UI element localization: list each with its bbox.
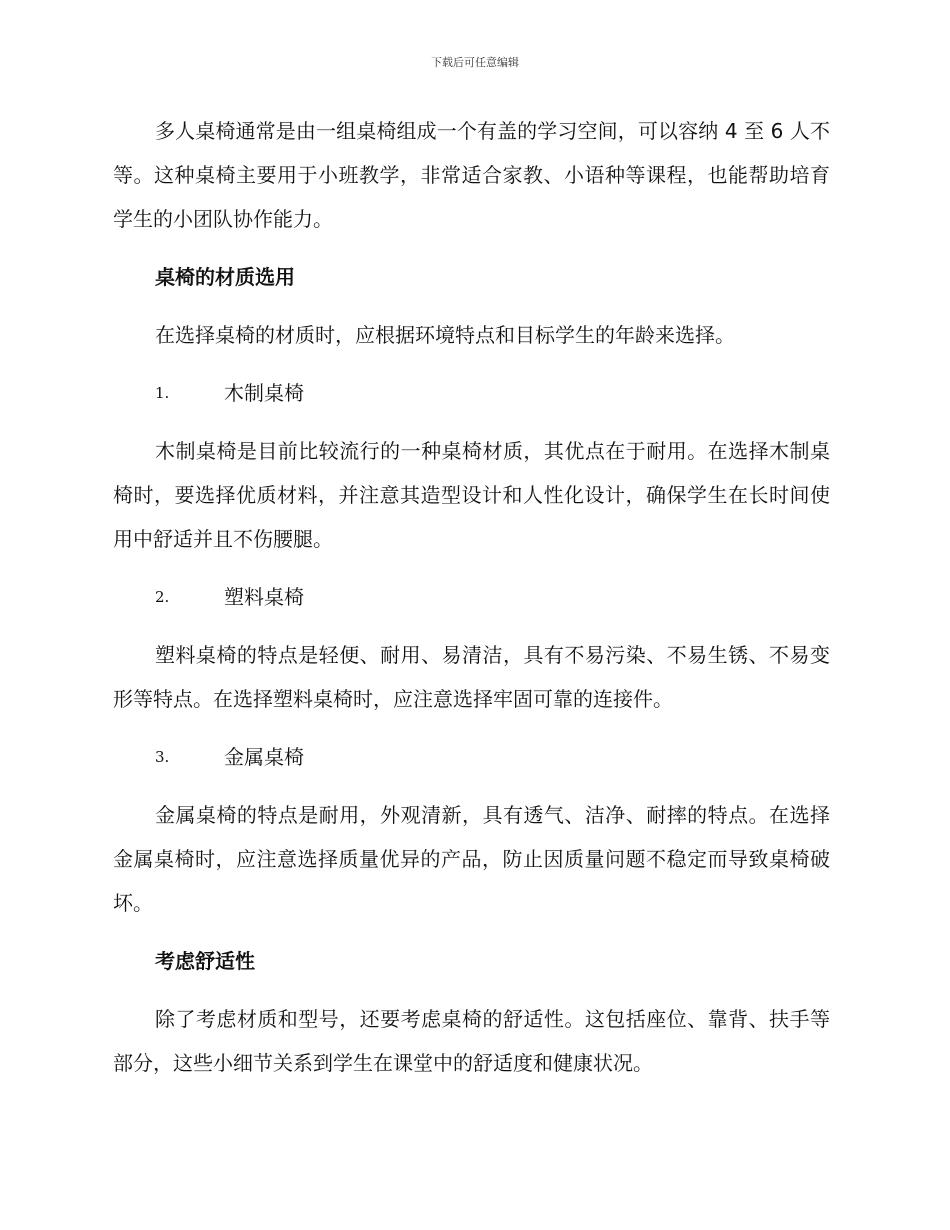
list-number: 3. — [155, 748, 170, 766]
paragraph-multi-person-desks: 多人桌椅通常是由一组桌椅组成一个有盖的学习空间，可以容纳 4 至 6 人不等。这种桌椅主要用于小班教学，非常适合家教、小语种等课程，也能帮助培育学生的小团队协作能力。 — [113, 119, 830, 231]
section-heading-comfort: 考虑舒适性 — [155, 949, 255, 973]
section-heading-materials: 桌椅的材质选用 — [155, 265, 295, 289]
list-label: 木制桌椅 — [224, 381, 304, 405]
paragraph-plastic-desks: 塑料桌椅的特点是轻便、耐用、易清洁，具有不易污染、不易生锈、不易变形等特点。在选择塑料桌椅时，应注意选择牢固可靠的连接件。 — [113, 643, 830, 711]
list-label: 金属桌椅 — [224, 745, 304, 769]
list-item-plastic — [113, 575, 830, 619]
list-label: 塑料桌椅 — [224, 585, 304, 609]
list-item-wood — [113, 371, 830, 415]
list-number: 2. — [155, 588, 170, 606]
list-number: 1. — [155, 384, 170, 402]
paragraph-metal-desks: 金属桌椅的特点是耐用，外观清新，具有透气、洁净、耐摔的特点。在选择金属桌椅时，应注意选择质量优异的产品，防止因质量问题不稳定而导致桌椅破坏。 — [113, 803, 830, 915]
document-body — [113, 109, 830, 1099]
paragraph-wood-desks: 木制桌椅是目前比较流行的一种桌椅材质，其优点在于耐用。在选择木制桌椅时，要选择优质材料，并注意其造型设计和人性化设计，确保学生在长时间使用中舒适并且不伤腰腿。 — [113, 439, 830, 551]
paragraph-material-selection: 在选择桌椅的材质时，应根据环境特点和目标学生的年龄来选择。 — [155, 323, 735, 347]
page-header: 下载后可任意编辑 — [431, 56, 519, 69]
paragraph-comfort: 除了考虑材质和型号，还要考虑桌椅的舒适性。这包括座位、靠背、扶手等部分，这些小细节关系到学生在课堂中的舒适度和健康状况。 — [113, 1007, 830, 1075]
list-item-metal — [113, 735, 830, 779]
